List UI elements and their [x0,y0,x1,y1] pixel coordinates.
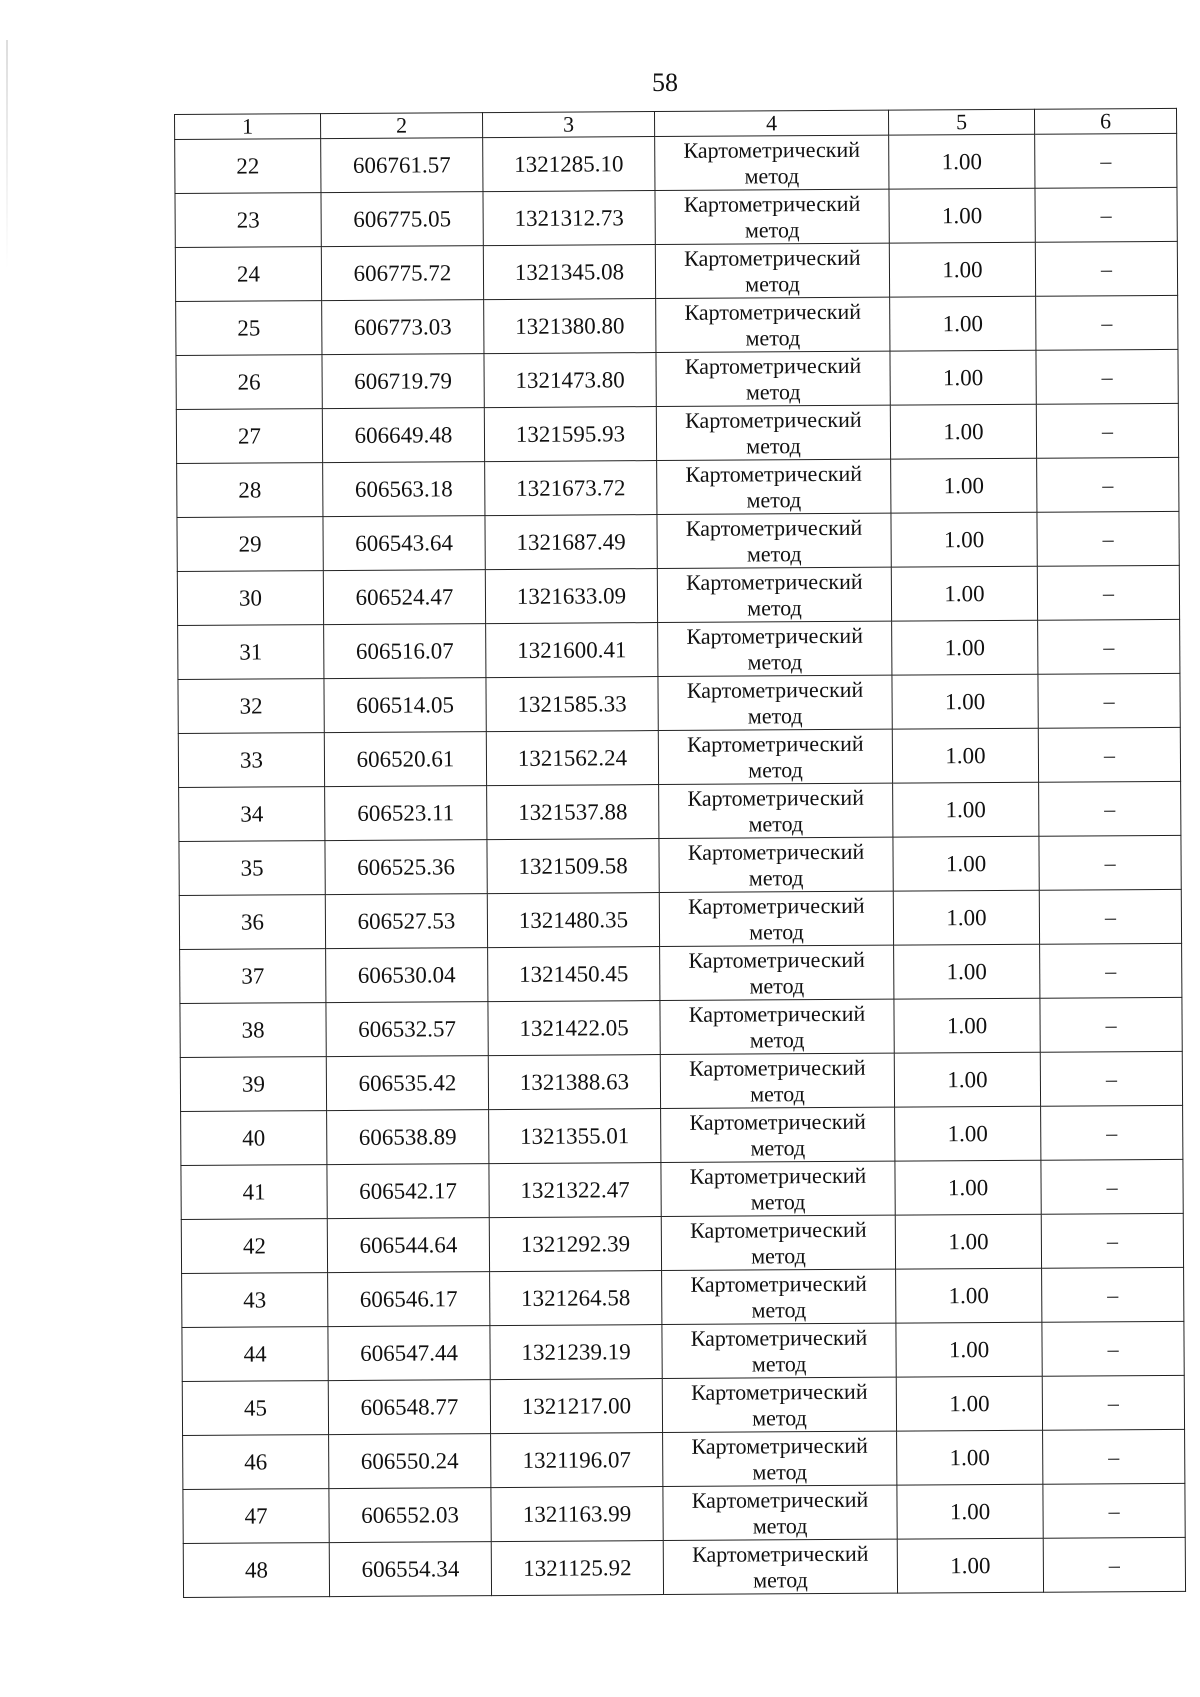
cell-y-coordinate: 1321380.80 [484,299,656,354]
cell-accuracy: 1.00 [895,1160,1041,1215]
cell-point-number: 37 [180,949,326,1004]
cell-method: Картометрический метод [663,1539,897,1594]
cell-y-coordinate: 1321562.24 [486,731,658,786]
cell-method: Картометрический метод [662,1269,896,1324]
cell-x-coordinate: 606524.47 [323,570,485,625]
cell-point-number: 31 [178,625,324,680]
table-body [175,133,1186,1597]
header-cell-6: 6 [1034,108,1176,134]
coordinates-table [174,108,1186,1598]
table-row [183,1483,1185,1543]
table-row [178,727,1180,787]
cell-method: Картометрический метод [656,297,890,352]
table-row [182,1375,1184,1435]
table-row [181,1213,1183,1273]
cell-method: Картометрический метод [659,891,893,946]
table-row [178,619,1180,679]
cell-x-coordinate: 606775.05 [321,192,483,247]
cell-point-number: 36 [179,895,325,950]
cell-description: – [1043,1429,1185,1484]
cell-x-coordinate: 606523.11 [325,786,487,841]
cell-description: – [1035,187,1177,242]
cell-point-number: 23 [175,193,321,248]
table-row [175,187,1177,247]
header-cell-1: 1 [175,114,321,140]
cell-x-coordinate: 606552.03 [329,1488,491,1543]
table-row [178,673,1180,733]
cell-x-coordinate: 606532.57 [326,1002,488,1057]
cell-x-coordinate: 606544.64 [327,1218,489,1273]
cell-description: – [1035,133,1177,188]
cell-point-number: 44 [182,1327,328,1382]
table-row [182,1321,1184,1381]
table-row [180,943,1182,1003]
cell-method: Картометрический метод [660,999,894,1054]
table-row [177,565,1179,625]
cell-y-coordinate: 1321687.49 [485,515,657,570]
cell-y-coordinate: 1321125.92 [491,1541,663,1596]
cell-description: – [1039,781,1181,836]
cell-point-number: 42 [181,1219,327,1274]
cell-accuracy: 1.00 [890,350,1036,405]
cell-method: Картометрический метод [658,729,892,784]
cell-y-coordinate: 1321673.72 [485,461,657,516]
table-row [180,1051,1182,1111]
header-cell-5: 5 [888,109,1034,135]
cell-method: Картометрический метод [660,945,894,1000]
cell-x-coordinate: 606554.34 [329,1542,491,1597]
cell-point-number: 45 [182,1381,328,1436]
cell-point-number: 24 [175,247,321,302]
cell-accuracy: 1.00 [896,1322,1042,1377]
cell-point-number: 22 [175,139,321,194]
cell-accuracy: 1.00 [894,998,1040,1053]
cell-method: Картометрический метод [655,135,889,190]
cell-description: – [1040,943,1182,998]
table-row [176,403,1178,463]
cell-accuracy: 1.00 [892,728,1038,783]
table-row [183,1429,1185,1489]
table-row [177,511,1179,571]
header-cell-4: 4 [654,110,888,136]
cell-description: – [1037,457,1179,512]
cell-point-number: 25 [176,301,322,356]
cell-method: Картометрический метод [663,1431,897,1486]
cell-y-coordinate: 1321239.19 [490,1325,662,1380]
cell-y-coordinate: 1321480.35 [487,893,659,948]
cell-y-coordinate: 1321633.09 [485,569,657,624]
cell-y-coordinate: 1321450.45 [488,947,660,1002]
cell-description: – [1042,1267,1184,1322]
cell-description: – [1041,1159,1183,1214]
table-row [180,997,1182,1057]
cell-accuracy: 1.00 [889,242,1035,297]
cell-y-coordinate: 1321345.08 [483,245,655,300]
cell-method: Картометрический метод [655,243,889,298]
cell-accuracy: 1.00 [893,890,1039,945]
cell-method: Картометрический метод [662,1377,896,1432]
table-row [175,133,1177,193]
cell-description: – [1042,1375,1184,1430]
cell-description: – [1035,241,1177,296]
cell-point-number: 46 [183,1435,329,1490]
cell-method: Картометрический метод [661,1161,895,1216]
cell-point-number: 33 [178,733,324,788]
cell-accuracy: 1.00 [892,674,1038,729]
cell-y-coordinate: 1321292.39 [489,1217,661,1272]
table-row [179,781,1181,841]
cell-description: – [1043,1537,1185,1592]
cell-method: Картометрический метод [656,351,890,406]
cell-accuracy: 1.00 [893,782,1039,837]
cell-accuracy: 1.00 [891,458,1037,513]
cell-accuracy: 1.00 [890,296,1036,351]
cell-x-coordinate: 606538.89 [327,1110,489,1165]
cell-x-coordinate: 606548.77 [328,1380,490,1435]
cell-x-coordinate: 606547.44 [328,1326,490,1381]
cell-description: – [1038,619,1180,674]
cell-x-coordinate: 606520.61 [324,732,486,787]
header-cell-3: 3 [482,112,654,138]
cell-x-coordinate: 606775.72 [321,246,483,301]
cell-accuracy: 1.00 [894,944,1040,999]
cell-description: – [1041,1213,1183,1268]
cell-y-coordinate: 1321322.47 [489,1163,661,1218]
cell-x-coordinate: 606719.79 [322,354,484,409]
cell-accuracy: 1.00 [896,1376,1042,1431]
cell-accuracy: 1.00 [897,1430,1043,1485]
cell-method: Картометрический метод [660,1053,894,1108]
cell-y-coordinate: 1321537.88 [487,785,659,840]
cell-description: – [1040,997,1182,1052]
table-row [177,457,1179,517]
cell-y-coordinate: 1321285.10 [483,137,655,192]
cell-point-number: 28 [177,463,323,518]
cell-x-coordinate: 606563.18 [323,462,485,517]
cell-point-number: 34 [179,787,325,842]
cell-point-number: 26 [176,355,322,410]
cell-description: – [1039,835,1181,890]
cell-x-coordinate: 606773.03 [322,300,484,355]
cell-description: – [1036,349,1178,404]
cell-accuracy: 1.00 [894,1052,1040,1107]
table-row [176,349,1178,409]
cell-description: – [1037,511,1179,566]
cell-x-coordinate: 606516.07 [324,624,486,679]
cell-method: Картометрический метод [659,837,893,892]
cell-y-coordinate: 1321422.05 [488,1001,660,1056]
cell-point-number: 39 [180,1057,326,1112]
cell-point-number: 43 [182,1273,328,1328]
cell-accuracy: 1.00 [897,1538,1043,1593]
cell-point-number: 35 [179,841,325,896]
cell-accuracy: 1.00 [893,836,1039,891]
cell-method: Картометрический метод [657,513,891,568]
cell-y-coordinate: 1321585.33 [486,677,658,732]
cell-method: Картометрический метод [657,459,891,514]
table-row [175,241,1177,301]
cell-y-coordinate: 1321163.99 [491,1487,663,1542]
cell-method: Картометрический метод [655,189,889,244]
cell-description: – [1038,727,1180,782]
cell-point-number: 47 [183,1489,329,1544]
cell-point-number: 38 [180,1003,326,1058]
cell-accuracy: 1.00 [890,404,1036,459]
page-number: 58 [652,68,678,97]
cell-point-number: 41 [181,1165,327,1220]
cell-accuracy: 1.00 [892,620,1038,675]
cell-point-number: 40 [181,1111,327,1166]
cell-accuracy: 1.00 [895,1106,1041,1161]
cell-x-coordinate: 606530.04 [326,948,488,1003]
cell-description: – [1037,565,1179,620]
table-row [176,295,1178,355]
cell-x-coordinate: 606649.48 [322,408,484,463]
table-row [183,1537,1185,1597]
cell-method: Картометрический метод [663,1485,897,1540]
cell-description: – [1042,1321,1184,1376]
cell-description: – [1038,673,1180,728]
cell-accuracy: 1.00 [889,188,1035,243]
cell-accuracy: 1.00 [891,512,1037,567]
cell-method: Картометрический метод [662,1323,896,1378]
cell-y-coordinate: 1321509.58 [487,839,659,894]
cell-x-coordinate: 606546.17 [328,1272,490,1327]
cell-y-coordinate: 1321264.58 [490,1271,662,1326]
cell-point-number: 29 [177,517,323,572]
cell-x-coordinate: 606525.36 [325,840,487,895]
cell-point-number: 30 [177,571,323,626]
cell-y-coordinate: 1321388.63 [488,1055,660,1110]
cell-x-coordinate: 606543.64 [323,516,485,571]
cell-description: – [1040,1051,1182,1106]
cell-method: Картометрический метод [658,675,892,730]
cell-description: – [1036,403,1178,458]
cell-y-coordinate: 1321595.93 [484,407,656,462]
cell-accuracy: 1.00 [891,566,1037,621]
table-row [181,1105,1183,1165]
cell-method: Картометрический метод [659,783,893,838]
cell-description: – [1043,1483,1185,1538]
cell-method: Картометрический метод [661,1215,895,1270]
cell-y-coordinate: 1321355.01 [489,1109,661,1164]
cell-method: Картометрический метод [661,1107,895,1162]
cell-method: Картометрический метод [656,405,890,460]
header-cell-2: 2 [321,113,483,139]
cell-y-coordinate: 1321196.07 [491,1433,663,1488]
table-row [179,835,1181,895]
table-row [179,889,1181,949]
cell-point-number: 32 [178,679,324,734]
cell-method: Картометрический метод [657,567,891,622]
cell-y-coordinate: 1321312.73 [483,191,655,246]
cell-accuracy: 1.00 [889,134,1035,189]
table-row [181,1159,1183,1219]
cell-accuracy: 1.00 [895,1214,1041,1269]
cell-y-coordinate: 1321473.80 [484,353,656,408]
cell-x-coordinate: 606535.42 [326,1056,488,1111]
cell-point-number: 27 [176,409,322,464]
cell-accuracy: 1.00 [896,1268,1042,1323]
cell-point-number: 48 [183,1543,329,1598]
cell-y-coordinate: 1321217.00 [490,1379,662,1434]
cell-method: Картометрический метод [658,621,892,676]
cell-x-coordinate: 606542.17 [327,1164,489,1219]
cell-description: – [1041,1105,1183,1160]
cell-y-coordinate: 1321600.41 [486,623,658,678]
cell-description: – [1039,889,1181,944]
cell-x-coordinate: 606550.24 [329,1434,491,1489]
cell-x-coordinate: 606514.05 [324,678,486,733]
cell-x-coordinate: 606527.53 [325,894,487,949]
cell-x-coordinate: 606761.57 [321,138,483,193]
cell-accuracy: 1.00 [897,1484,1043,1539]
table-row [182,1267,1184,1327]
cell-description: – [1036,295,1178,350]
